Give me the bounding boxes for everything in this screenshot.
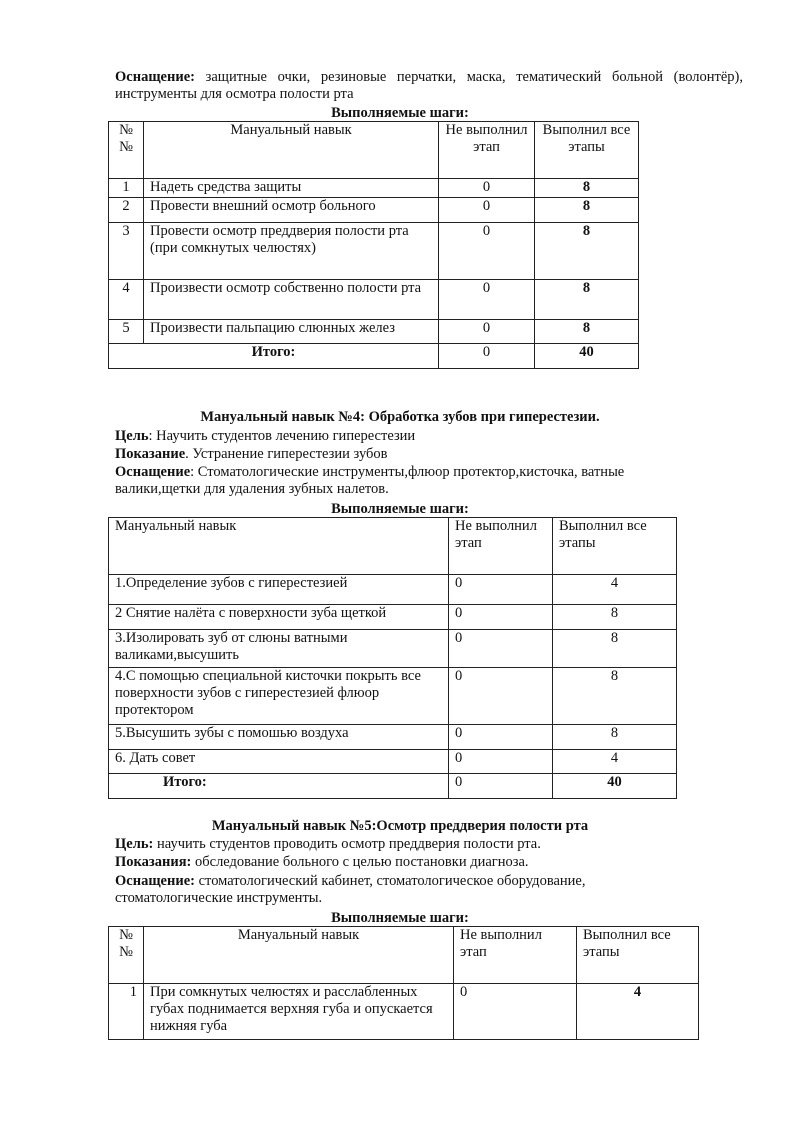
- header-num: № №: [109, 927, 144, 984]
- skills-table-1: [108, 121, 639, 369]
- row-skill: Провести внешний осмотр больного: [144, 198, 439, 223]
- row-num: 3: [109, 223, 144, 280]
- equipment-text: защитные очки, резиновые перчатки, маска, тематический больной (волонтёр), инструменты для осмотра полости рта: [115, 69, 743, 102]
- row-not-done: 0: [439, 179, 535, 198]
- row-done: 4: [553, 750, 677, 774]
- equipment-text: стоматологический кабинет, стоматологическое оборудование, стоматологические инструменты.: [115, 873, 586, 906]
- table-row: [109, 668, 677, 725]
- skills-table-2: [108, 517, 677, 799]
- row-done: 4: [577, 984, 699, 1040]
- equipment-label: Оснащение:: [115, 69, 195, 85]
- indication-paragraph-2: [115, 446, 743, 463]
- row-done: 8: [553, 630, 677, 668]
- row-skill: Произвести осмотр собственно полости рта: [144, 280, 439, 320]
- indication-text: . Устранение гиперестезии зубов: [185, 446, 388, 462]
- table-row: [109, 630, 677, 668]
- table-total-row: [109, 774, 677, 799]
- table-row: [109, 179, 639, 198]
- equipment-paragraph-2: [115, 464, 695, 498]
- row-done: 8: [535, 223, 639, 280]
- row-done: 8: [553, 605, 677, 630]
- header-num: № №: [109, 122, 144, 179]
- indication-label: Показания:: [115, 854, 192, 870]
- table-row: [109, 725, 677, 750]
- row-skill: 1.Определение зубов с гиперестезией: [109, 575, 449, 605]
- row-num: 1: [109, 179, 144, 198]
- total-not-done: 0: [449, 774, 553, 799]
- indication-paragraph-3: [115, 854, 743, 871]
- table-row: [109, 280, 639, 320]
- header-done: Выполнил все этапы: [553, 518, 677, 575]
- row-not-done: 0: [449, 668, 553, 725]
- row-num: 2: [109, 198, 144, 223]
- goal-text: : Научить студентов лечению гиперестезии: [148, 428, 416, 444]
- row-not-done: 0: [439, 320, 535, 344]
- row-skill: При сомкнутых челюстях и расслабленных губах поднимается верхняя губа и опускается нижняя губа: [144, 984, 454, 1040]
- section-title-skill-5: Мануальный навык №5:Осмотр преддверия полости рта: [211, 818, 589, 834]
- skills-table-3: [108, 926, 699, 1040]
- row-done: 4: [553, 575, 677, 605]
- goal-text: научить студентов проводить осмотр преддверия полости рта.: [153, 836, 541, 852]
- table-row: [109, 223, 639, 280]
- row-done: 8: [535, 280, 639, 320]
- header-skill: Мануальный навык: [109, 518, 449, 575]
- header-skill: Мануальный навык: [144, 122, 439, 179]
- row-num: 4: [109, 280, 144, 320]
- table-row: [109, 750, 677, 774]
- header-skill: Мануальный навык: [144, 927, 454, 984]
- equipment-paragraph-3: [115, 873, 675, 907]
- steps-title-2: Выполняемые шаги:: [331, 501, 469, 517]
- total-label: Итого:: [109, 344, 439, 369]
- row-not-done: 0: [439, 198, 535, 223]
- header-not-done: Не выполнил этап: [454, 927, 577, 984]
- steps-title-3: Выполняемые шаги:: [331, 910, 469, 926]
- row-not-done: 0: [439, 280, 535, 320]
- row-skill: Провести осмотр преддверия полости рта (при сомкнутых челюстях): [144, 223, 439, 280]
- table-row: [109, 575, 677, 605]
- row-skill: 4.С помощью специальной кисточки покрыть все поверхности зубов с гиперестезией флюор протектором: [109, 668, 449, 725]
- indication-label: Показание: [115, 446, 186, 462]
- row-not-done: 0: [449, 725, 553, 750]
- header-done: Выполнил все этапы: [577, 927, 699, 984]
- total-label: Итого:: [109, 774, 449, 799]
- table-row: [109, 984, 699, 1040]
- row-not-done: 0: [449, 630, 553, 668]
- header-not-done: Не выполнил этап: [439, 122, 535, 179]
- equipment-paragraph-1: [115, 69, 743, 103]
- header-not-done: Не выполнил этап: [449, 518, 553, 575]
- row-skill: 6. Дать совет: [109, 750, 449, 774]
- row-done: 8: [535, 320, 639, 344]
- equipment-label: Оснащение: [115, 464, 191, 480]
- goal-paragraph-2: [115, 428, 743, 445]
- row-num: 1: [109, 984, 144, 1040]
- goal-label: Цель:: [115, 836, 154, 852]
- indication-text: обследование больного с целью постановки диагноза.: [191, 854, 529, 870]
- row-done: 8: [553, 725, 677, 750]
- goal-label: Цель: [115, 428, 149, 444]
- total-done: 40: [553, 774, 677, 799]
- row-done: 8: [535, 179, 639, 198]
- table-header-row: [109, 927, 699, 984]
- row-not-done: 0: [449, 605, 553, 630]
- row-num: 5: [109, 320, 144, 344]
- row-not-done: 0: [439, 223, 535, 280]
- equipment-label: Оснащение:: [115, 873, 195, 889]
- row-skill: 2 Снятие налёта с поверхности зуба щеткой: [109, 605, 449, 630]
- row-done: 8: [535, 198, 639, 223]
- table-row: [109, 198, 639, 223]
- row-skill: Произвести пальпацию слюнных желез: [144, 320, 439, 344]
- table-total-row: [109, 344, 639, 369]
- total-not-done: 0: [439, 344, 535, 369]
- row-not-done: 0: [449, 575, 553, 605]
- row-not-done: 0: [454, 984, 577, 1040]
- row-not-done: 0: [449, 750, 553, 774]
- header-done: Выполнил все этапы: [535, 122, 639, 179]
- row-done: 8: [553, 668, 677, 725]
- row-skill: 5.Высушить зубы с помошью воздуха: [109, 725, 449, 750]
- row-skill: Надеть средства защиты: [144, 179, 439, 198]
- table-header-row: [109, 518, 677, 575]
- table-row: [109, 320, 639, 344]
- row-skill: 3.Изолировать зуб от слюны ватными валиками,высушить: [109, 630, 449, 668]
- table-header-row: [109, 122, 639, 179]
- section-title-skill-4: Мануальный навык №4: Обработка зубов при гиперестезии.: [200, 409, 600, 425]
- table-row: [109, 605, 677, 630]
- goal-paragraph-3: [115, 836, 743, 853]
- total-done: 40: [535, 344, 639, 369]
- equipment-text: : Стоматологические инструменты,флюор протектор,кисточка, ватные валики,щетки для удаления зубных налетов.: [115, 464, 625, 497]
- steps-title-1: Выполняемые шаги:: [331, 105, 469, 121]
